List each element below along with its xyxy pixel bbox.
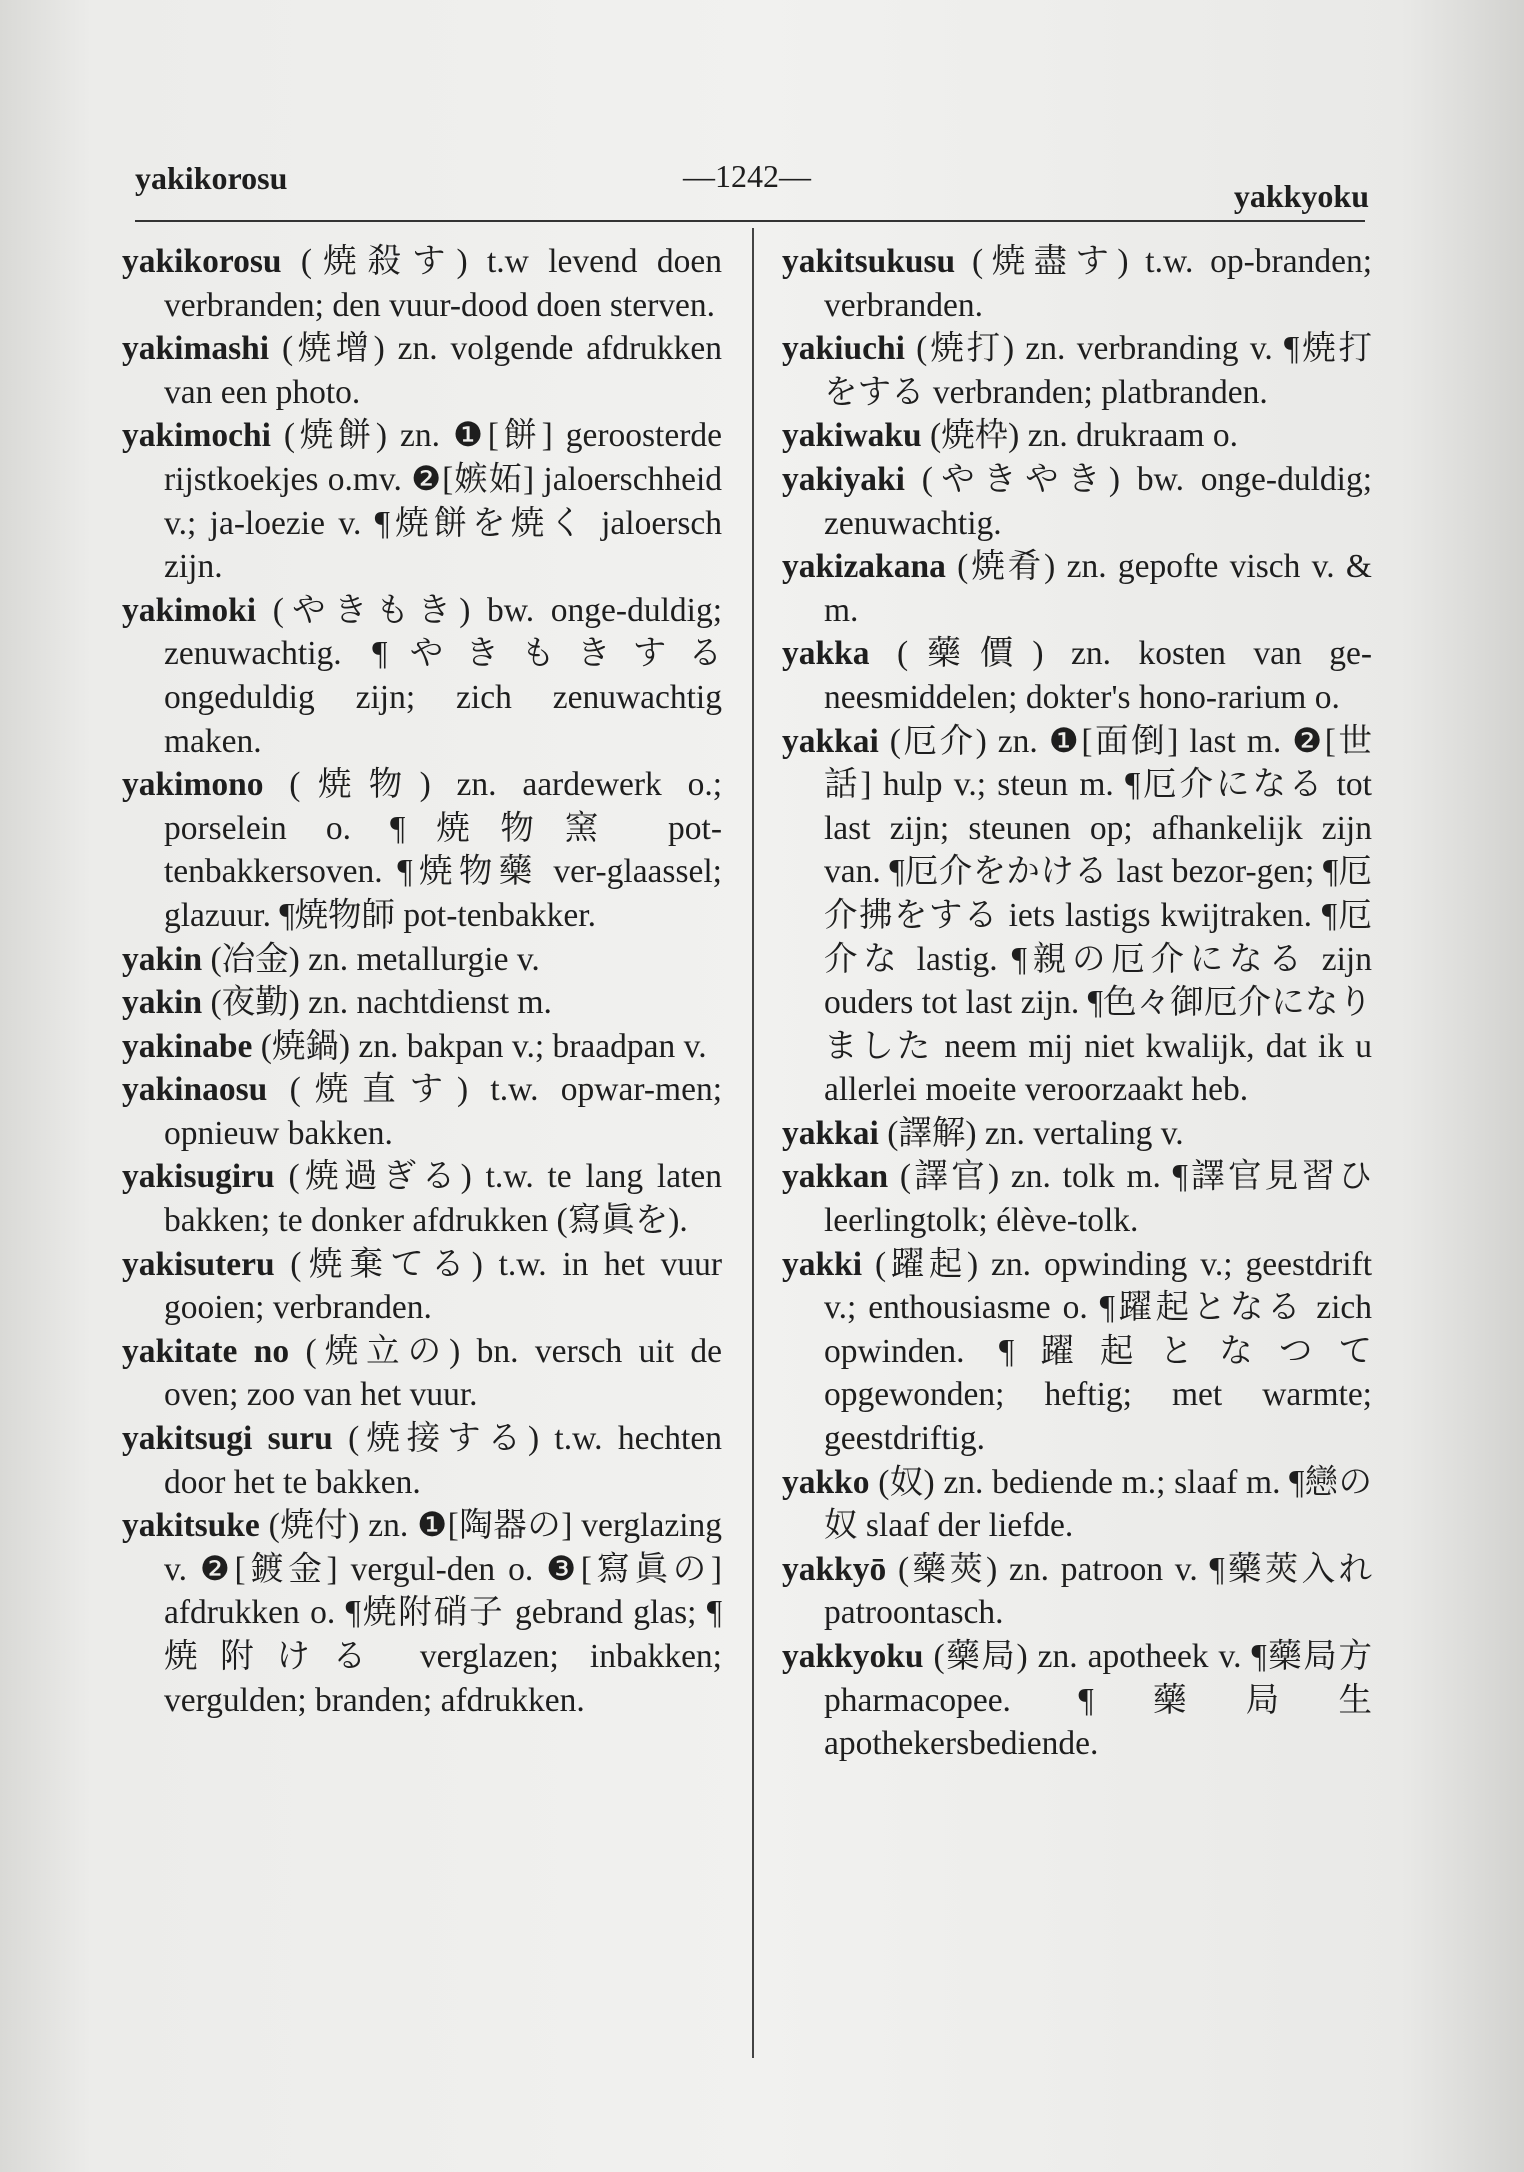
entry-definition: (焼鍋) zn. bakpan v.; braadpan v. — [260, 1027, 707, 1065]
entry-definition: (焼付) zn. ❶[陶器の] verglazing v. ❷[鍍金] vergul-den o. ❸[寫眞の] afdrukken o. ¶焼附硝子 gebrand glas; ¶焼附ける verglazen; inbakken; vergulden; branden; afdrukken. — [164, 1507, 722, 1719]
entry-headword: yakisugiru — [122, 1158, 275, 1196]
entry-definition: (藥價) zn. kosten van ge-neesmiddelen; dokter's hono-rarium o. — [824, 635, 1372, 716]
entry-headword: yakin — [122, 940, 203, 978]
entry-definition: (焼餅) zn. ❶[餅] geroosterde rijstkoekjes o.mv. ❷[嫉妬] jaloerschheid v.; ja-loezie v. ¶焼餅を焼く jaloersch zijn. — [164, 417, 722, 586]
entry-headword: yakitsuke — [122, 1507, 260, 1545]
entry-definition: (夜勤) zn. nachtdienst m. — [210, 984, 552, 1022]
entry-headword: yakimashi — [122, 330, 270, 368]
entry-definition: (焼增) zn. volgende afdrukken van een photo. — [164, 330, 723, 411]
entry-definition: (やきもき) bw. onge-duldig; zenuwachtig. ¶やきもきする ongeduldig zijn; zich zenuwachtig maken. — [164, 591, 723, 760]
dictionary-entry — [782, 1548, 1372, 1635]
entry-definition: (焼棄てる) t.w. in het vuur gooien; verbranden. — [164, 1245, 723, 1327]
entry-definition: (奴) zn. bediende m.; slaaf m. ¶戀の奴 slaaf der liefde. — [824, 1463, 1373, 1545]
entry-headword: yakin — [122, 984, 203, 1022]
right-column — [782, 240, 1372, 1766]
entry-definition: (焼過ぎる) t.w. te lang laten bakken; te donker afdrukken (寫眞を). — [164, 1158, 723, 1240]
dictionary-entry — [122, 938, 722, 982]
dictionary-entry — [782, 240, 1372, 327]
dictionary-entry — [122, 1155, 722, 1242]
entry-definition: (焼肴) zn. gepofte visch v. & m. — [824, 548, 1372, 629]
entry-definition: (焼盡す) t.w. op-branden; verbranden. — [824, 243, 1372, 324]
entry-definition: (焼殺す) t.w levend doen verbranden; den vuur-dood doen sterven. — [164, 243, 722, 324]
dictionary-entry — [122, 1330, 722, 1417]
entry-headword: yakinabe — [122, 1027, 253, 1065]
entry-definition: (焼接する) t.w. hechten door het te bakken. — [164, 1420, 722, 1501]
dictionary-entry — [782, 1112, 1372, 1156]
entry-definition: (焼直す) t.w. opwar-men; opnieuw bakken. — [164, 1071, 722, 1152]
entry-headword: yakiyaki — [782, 460, 905, 498]
entry-headword: yakimono — [122, 766, 264, 804]
dictionary-entry — [122, 981, 722, 1025]
dictionary-entry — [122, 240, 722, 327]
dictionary-entry — [122, 1417, 722, 1504]
entry-definition: (やきやき) bw. onge-duldig; zenuwachtig. — [824, 460, 1372, 542]
entry-headword: yakkai — [782, 1114, 879, 1152]
entry-headword: yakikorosu — [122, 243, 282, 280]
entry-definition: (厄介) zn. ❶[面倒] last m. ❷[世話] hulp v.; steun m. ¶厄介になる tot last zijn; steunen op; afhankelijk zijn van. ¶厄介をかける last bezor-gen; ¶厄介拂をする iets lastigs kwijtraken. ¶厄介な lastig. ¶親の厄介になる zijn ouders tot last zijn. ¶色々御厄介になりました neem mij niet kwalijk, dat ik u allerlei moeite veroorzaakt heb. — [824, 722, 1372, 1109]
entry-definition: (焼枠) zn. drukraam o. — [930, 417, 1238, 455]
entry-definition: (焼打) zn. verbranding v. ¶焼打をする verbranden; platbranden. — [824, 330, 1373, 411]
entry-headword: yakkan — [782, 1158, 889, 1196]
dictionary-entry — [782, 327, 1372, 414]
dictionary-entry — [782, 1461, 1372, 1548]
entry-definition: (冶金) zn. metallurgie v. — [210, 940, 540, 978]
entry-headword: yakko — [782, 1463, 870, 1501]
entry-definition: (焼物) zn. aardewerk o.; porselein o. ¶焼物窯 pot-tenbakkersoven. ¶焼物藥 ver-glaassel; glazuur. ¶焼物師 pot-tenbakker. — [164, 766, 723, 934]
entry-headword: yakinaosu — [122, 1071, 268, 1109]
dictionary-entry — [782, 1155, 1372, 1242]
dictionary-entry — [782, 458, 1372, 545]
header-rule — [135, 220, 1365, 222]
entry-definition: (譯官) zn. tolk m. ¶譯官見習ひ leerlingtolk; élève-tolk. — [824, 1158, 1372, 1240]
dictionary-entry — [782, 545, 1372, 632]
entry-definition: (藥局) zn. apotheek v. ¶藥局方 pharmacopee. ¶藥局生 apothekersbediende. — [824, 1638, 1373, 1763]
header-right-guideword: yakkyoku — [1233, 178, 1369, 214]
dictionary-entry — [122, 1025, 722, 1069]
entry-definition: (藥莢) zn. patroon v. ¶藥莢入れ patroontasch. — [824, 1550, 1372, 1632]
entry-headword: yakki — [782, 1245, 863, 1283]
dictionary-entry — [782, 1243, 1372, 1461]
dictionary-entry — [122, 414, 722, 588]
dictionary-entry — [122, 589, 722, 763]
dictionary-entry — [782, 720, 1372, 1112]
entry-headword: yakitsukusu — [782, 243, 956, 280]
left-column — [122, 240, 722, 1722]
dictionary-entry — [782, 1635, 1372, 1766]
entry-headword: yakiuchi — [782, 330, 905, 368]
entry-headword: yakimoki — [122, 591, 257, 629]
dictionary-entry — [122, 763, 722, 937]
entry-headword: yakkyō — [782, 1550, 887, 1588]
entry-definition: (焼立の) bn. versch uit de oven; zoo van het vuur. — [164, 1332, 723, 1414]
entry-headword: yakitsugi suru — [122, 1420, 333, 1458]
column-divider — [752, 228, 754, 2058]
dictionary-entry — [782, 414, 1372, 458]
page-number: —1242— — [683, 158, 811, 194]
entry-headword: yakkai — [782, 722, 879, 760]
entry-headword: yakiwaku — [782, 417, 922, 455]
dictionary-entry — [122, 1504, 722, 1722]
entry-definition: (躍起) zn. opwinding v.; geestdrift v.; enthousiasme o. ¶躍起となる zich opwinden. ¶躍起となつて opgewonden; heftig; met warmte; geestdriftig. — [824, 1245, 1372, 1458]
header-left-guideword: yakikorosu — [135, 160, 288, 196]
dictionary-entry — [122, 1068, 722, 1155]
entry-headword: yakitate no — [122, 1332, 290, 1370]
dictionary-entry — [122, 1243, 722, 1330]
entry-definition: (譯解) zn. vertaling v. — [887, 1114, 1184, 1152]
entry-headword: yakkyoku — [782, 1638, 924, 1675]
entry-headword: yakimochi — [122, 417, 271, 455]
entry-headword: yakisuteru — [122, 1245, 275, 1283]
entry-headword: yakka — [782, 635, 870, 673]
dictionary-entry — [122, 327, 722, 414]
entry-headword: yakizakana — [782, 548, 946, 586]
dictionary-entry — [782, 632, 1372, 719]
